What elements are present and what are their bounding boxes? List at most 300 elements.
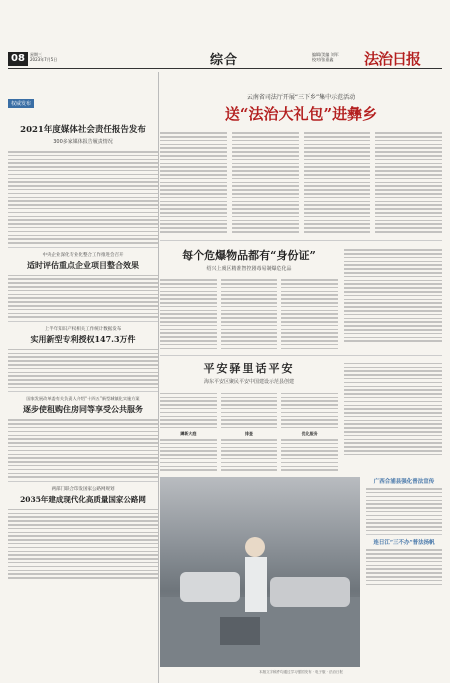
- text-line: [304, 185, 371, 187]
- text-line: [232, 227, 299, 229]
- article5-kicker: 两部门联合印发国家公路网规划: [51, 486, 115, 492]
- article3-body: [8, 349, 158, 388]
- text-line: [304, 182, 371, 184]
- text-line: [366, 557, 442, 559]
- text-line: [304, 155, 371, 157]
- text-line: [8, 383, 158, 385]
- text-line: [344, 393, 442, 395]
- text-line: [344, 333, 442, 335]
- text-line: [8, 577, 158, 579]
- text-line: [304, 220, 371, 222]
- text-line: [366, 584, 442, 586]
- text-line: [344, 261, 442, 263]
- text-line: [8, 419, 158, 421]
- page-number: 08: [8, 52, 28, 66]
- text-line: [304, 204, 371, 206]
- text-line: [8, 465, 158, 467]
- text-line: [375, 136, 442, 138]
- text-line: [160, 325, 217, 327]
- text-line: [8, 200, 158, 202]
- text-line: [281, 317, 338, 319]
- text-line: [221, 279, 278, 281]
- text-line: [8, 573, 158, 575]
- text-line: [8, 151, 158, 153]
- text-line: [366, 507, 442, 509]
- text-line: [281, 458, 338, 460]
- text-line: [160, 132, 227, 134]
- footer-line: 本版文字稿件均通过学习强国发布 · 电子版 · 法治日报: [259, 670, 343, 675]
- text-line: [375, 144, 442, 146]
- text-line: [160, 469, 217, 471]
- text-line: [160, 447, 217, 449]
- text-line: [160, 454, 217, 456]
- text-line: [160, 223, 227, 225]
- text-line: [8, 159, 158, 161]
- text-line: [366, 580, 442, 582]
- text-line: [160, 140, 227, 142]
- text-line: [304, 231, 371, 233]
- text-line: [221, 313, 278, 315]
- text-line: [281, 310, 338, 312]
- text-line: [160, 155, 227, 157]
- editor-credit: [312, 52, 339, 62]
- text-line: [232, 185, 299, 187]
- text-line: [8, 431, 158, 433]
- text-line: [232, 223, 299, 225]
- text-line: [366, 500, 442, 502]
- text-line: [232, 178, 299, 180]
- text-line: [281, 412, 338, 414]
- article5-title[interactable]: 2035年建成现代化高质量国家公路网: [20, 494, 146, 504]
- text-line: [8, 166, 158, 168]
- text-line: [232, 174, 299, 176]
- text-line: [281, 427, 338, 429]
- text-line: [344, 427, 442, 429]
- third-body: [160, 390, 338, 473]
- text-line: [160, 216, 227, 218]
- text-line: [344, 325, 442, 327]
- text-line: [8, 162, 158, 164]
- text-line: [281, 325, 338, 327]
- text-line: [160, 189, 227, 191]
- text-line: [160, 201, 227, 203]
- text-line: [232, 193, 299, 195]
- text-line: [160, 321, 217, 323]
- text-line: [160, 450, 217, 452]
- text-line: [344, 318, 442, 320]
- text-line: [232, 189, 299, 191]
- text-line: [160, 462, 217, 464]
- text-line: [344, 272, 442, 274]
- text-line: [8, 216, 158, 218]
- section-head-1: 蹲新大庭: [180, 430, 197, 436]
- text-line: [344, 416, 442, 418]
- text-line: [344, 340, 442, 342]
- text-line: [160, 166, 227, 168]
- text-line: [160, 404, 217, 406]
- text-line: [221, 310, 278, 312]
- authority-release-tag: 权威发布: [8, 99, 34, 108]
- text-line: [8, 543, 158, 545]
- text-line: [160, 412, 217, 414]
- text-line: [160, 344, 217, 346]
- text-line: [281, 439, 338, 441]
- text-line: [8, 181, 158, 183]
- text-line: [221, 416, 278, 418]
- text-line: [304, 140, 371, 142]
- text-line: [8, 185, 158, 187]
- text-line: [221, 454, 278, 456]
- text-line: [221, 302, 278, 304]
- text-line: [232, 151, 299, 153]
- text-line: [232, 132, 299, 134]
- text-line: [160, 283, 217, 285]
- text-line: [8, 197, 158, 199]
- text-line: [344, 337, 442, 339]
- main-column: [160, 72, 442, 683]
- text-line: [344, 431, 442, 433]
- text-line: [375, 151, 442, 153]
- text-line: [366, 561, 442, 563]
- text-line: [281, 332, 338, 334]
- text-line: [8, 305, 158, 307]
- text-line: [375, 132, 442, 134]
- text-line: [366, 576, 442, 578]
- editor-line-2: 校对/张嘉鑫: [312, 57, 334, 62]
- text-line: [221, 450, 278, 452]
- text-line: [304, 166, 371, 168]
- lead-kicker: 云南省司法厅开展“三下乡”集中示范活动: [246, 94, 356, 101]
- text-line: [232, 147, 299, 149]
- text-line: [160, 348, 217, 350]
- text-line: [344, 329, 442, 331]
- text-line: [304, 189, 371, 191]
- text-line: [344, 306, 442, 308]
- text-line: [8, 313, 158, 315]
- text-line: [344, 439, 442, 441]
- text-line: [8, 438, 158, 440]
- second-article: [160, 247, 338, 351]
- text-line: [221, 298, 278, 300]
- lead-title[interactable]: 送“法治大礼包”进彝乡: [224, 105, 378, 123]
- text-line: [8, 275, 158, 277]
- text-line: [8, 227, 158, 229]
- article1-subtitle: 300多家媒体报告履责情况: [53, 139, 113, 145]
- text-line: [344, 401, 442, 403]
- text-line: [160, 393, 217, 395]
- article2-title[interactable]: 适时评估重点企业项目整合效果: [27, 259, 139, 270]
- text-line: [221, 306, 278, 308]
- text-line: [8, 513, 158, 515]
- third-article: [160, 360, 338, 473]
- text-line: [221, 336, 278, 338]
- text-line: [160, 443, 217, 445]
- article3-kicker: 上半年知识产权相关工作统计数据发布: [44, 326, 122, 332]
- text-line: [375, 223, 442, 225]
- text-line: [221, 400, 278, 402]
- sep-side: [366, 534, 442, 535]
- text-line: [160, 332, 217, 334]
- text-line: [232, 201, 299, 203]
- text-line: [281, 287, 338, 289]
- text-line: [160, 294, 217, 296]
- right-side-text: [344, 247, 442, 351]
- text-line: [344, 370, 442, 372]
- text-line: [304, 208, 371, 210]
- text-line: [8, 174, 158, 176]
- newspaper-logo: 法治日报: [364, 50, 421, 68]
- text-line: [344, 321, 442, 323]
- news-photo: [160, 477, 360, 667]
- text-line: [160, 208, 227, 210]
- article1-body: [8, 151, 158, 244]
- text-line: [304, 136, 371, 138]
- text-line: [281, 283, 338, 285]
- text-line: [375, 220, 442, 222]
- article1-title[interactable]: 2021年度媒体社会责任报告发布: [20, 125, 146, 135]
- text-line: [160, 227, 227, 229]
- text-line: [160, 287, 217, 289]
- article3-title[interactable]: 实用新型专利授权147.3万件: [30, 333, 136, 344]
- text-line: [375, 185, 442, 187]
- text-line: [160, 279, 217, 281]
- text-line: [344, 257, 442, 259]
- text-line: [221, 443, 278, 445]
- text-line: [344, 420, 442, 422]
- text-line: [375, 227, 442, 229]
- text-line: [8, 558, 158, 560]
- sep-3: [8, 391, 158, 392]
- section-title: 综合: [210, 53, 239, 68]
- text-line: [344, 446, 442, 448]
- text-line: [8, 204, 158, 206]
- text-line: [8, 570, 158, 572]
- text-line: [366, 492, 442, 494]
- text-line: [281, 469, 338, 471]
- text-line: [160, 220, 227, 222]
- left-column: [8, 72, 158, 683]
- text-line: [8, 547, 158, 549]
- text-line: [8, 368, 158, 370]
- article5-body: [8, 509, 158, 579]
- text-line: [160, 204, 227, 206]
- text-line: [160, 317, 217, 319]
- text-line: [160, 336, 217, 338]
- text-line: [344, 280, 442, 282]
- text-line: [8, 535, 158, 537]
- article4-title[interactable]: 逐步使租购住房同等享受公共服务: [23, 404, 143, 415]
- text-line: [221, 348, 278, 350]
- text-line: [304, 178, 371, 180]
- text-line: [375, 201, 442, 203]
- third-subtitle: 海东平安区聚民平安中国建设示范县创建: [203, 379, 294, 386]
- text-line: [304, 227, 371, 229]
- text-line: [375, 189, 442, 191]
- text-line: [366, 572, 442, 574]
- text-line: [281, 321, 338, 323]
- third-row: [160, 360, 442, 473]
- text-line: [221, 287, 278, 289]
- text-line: [160, 397, 217, 399]
- text-line: [304, 144, 371, 146]
- text-line: [375, 182, 442, 184]
- text-line: [232, 159, 299, 161]
- text-line: [8, 208, 158, 210]
- text-line: [375, 216, 442, 218]
- text-line: [160, 163, 227, 165]
- text-line: [281, 419, 338, 421]
- text-line: [281, 443, 338, 445]
- text-line: [304, 223, 371, 225]
- text-line: [221, 317, 278, 319]
- text-line: [281, 348, 338, 350]
- text-line: [221, 423, 278, 425]
- text-line: [8, 435, 158, 437]
- text-line: [281, 291, 338, 293]
- text-line: [160, 400, 217, 402]
- text-line: [8, 476, 158, 478]
- text-line: [221, 325, 278, 327]
- text-line: [232, 212, 299, 214]
- text-line: [8, 532, 158, 534]
- text-line: [375, 140, 442, 142]
- text-line: [8, 170, 158, 172]
- text-line: [232, 197, 299, 199]
- weekday: 星期三: [30, 52, 42, 57]
- text-line: [232, 144, 299, 146]
- text-line: [8, 450, 158, 452]
- text-line: [281, 416, 338, 418]
- text-line: [8, 554, 158, 556]
- text-line: [8, 516, 158, 518]
- text-line: [375, 193, 442, 195]
- text-line: [8, 524, 158, 526]
- text-line: [8, 372, 158, 374]
- text-line: [304, 151, 371, 153]
- text-line: [375, 174, 442, 176]
- text-line: [304, 132, 371, 134]
- text-line: [160, 182, 227, 184]
- text-line: [8, 235, 158, 237]
- text-line: [160, 291, 217, 293]
- text-line: [344, 374, 442, 376]
- text-line: [160, 310, 217, 312]
- text-line: [221, 397, 278, 399]
- text-line: [366, 553, 442, 555]
- text-line: [366, 511, 442, 513]
- text-line: [8, 353, 158, 355]
- text-line: [281, 450, 338, 452]
- text-line: [221, 393, 278, 395]
- bottom-row: [160, 477, 442, 667]
- text-line: [221, 332, 278, 334]
- text-line: [8, 473, 158, 475]
- text-line: [8, 178, 158, 180]
- text-line: [160, 427, 217, 429]
- text-line: [160, 340, 217, 342]
- second-title[interactable]: 每个危爆物品都有“身份证”: [182, 249, 316, 262]
- column-divider: [158, 72, 159, 683]
- text-line: [232, 220, 299, 222]
- text-line: [366, 565, 442, 567]
- text-line: [160, 439, 217, 441]
- text-line: [221, 321, 278, 323]
- text-line: [344, 423, 442, 425]
- article4-kicker: 国家发展改革委有关负责人介绍“十四五”新型城镇化实施方案: [26, 396, 140, 402]
- text-line: [304, 216, 371, 218]
- second-row: [160, 247, 442, 351]
- text-line: [344, 283, 442, 285]
- text-line: [375, 204, 442, 206]
- text-line: [8, 562, 158, 564]
- text-line: [281, 423, 338, 425]
- text-line: [8, 193, 158, 195]
- text-line: [8, 282, 158, 284]
- text-line: [160, 416, 217, 418]
- text-line: [8, 423, 158, 425]
- text-line: [160, 197, 227, 199]
- text-line: [366, 549, 442, 551]
- text-line: [232, 163, 299, 165]
- text-line: [8, 294, 158, 296]
- text-line: [221, 412, 278, 414]
- third-title[interactable]: 平安驿里话平安: [203, 362, 295, 376]
- text-line: [366, 526, 442, 528]
- text-line: [281, 340, 338, 342]
- text-line: [8, 442, 158, 444]
- left-tag-wrap: [8, 90, 158, 109]
- text-line: [8, 427, 158, 429]
- text-line: [160, 174, 227, 176]
- text-line: [8, 290, 158, 292]
- right-side-text-2: [344, 360, 442, 473]
- text-line: [8, 301, 158, 303]
- text-line: [8, 469, 158, 471]
- date-block: [30, 52, 57, 62]
- text-line: [281, 298, 338, 300]
- text-line: [221, 404, 278, 406]
- text-line: [304, 159, 371, 161]
- text-line: [304, 163, 371, 165]
- text-line: [160, 151, 227, 153]
- text-line: [344, 249, 442, 251]
- text-line: [344, 442, 442, 444]
- text-line: [221, 447, 278, 449]
- sep-2: [8, 321, 158, 322]
- text-line: [375, 163, 442, 165]
- side-article-1-title[interactable]: 广西合浦县强化普法宣传: [373, 479, 435, 486]
- text-line: [281, 302, 338, 304]
- text-line: [232, 166, 299, 168]
- text-line: [8, 387, 158, 389]
- text-line: [344, 412, 442, 414]
- text-line: [344, 405, 442, 407]
- text-line: [221, 469, 278, 471]
- editor-line-1: 编辑/美编 刘军: [312, 52, 339, 57]
- sep-1: [8, 247, 158, 248]
- text-line: [221, 291, 278, 293]
- text-line: [8, 566, 158, 568]
- text-line: [344, 454, 442, 456]
- text-line: [160, 178, 227, 180]
- text-line: [160, 423, 217, 425]
- text-line: [344, 397, 442, 399]
- text-line: [232, 208, 299, 210]
- text-line: [375, 155, 442, 157]
- text-line: [281, 462, 338, 464]
- issue-date: 2023年7月5日: [30, 57, 58, 62]
- side-article-2-title[interactable]: 连日江“三不办”普法扬帆: [373, 540, 435, 547]
